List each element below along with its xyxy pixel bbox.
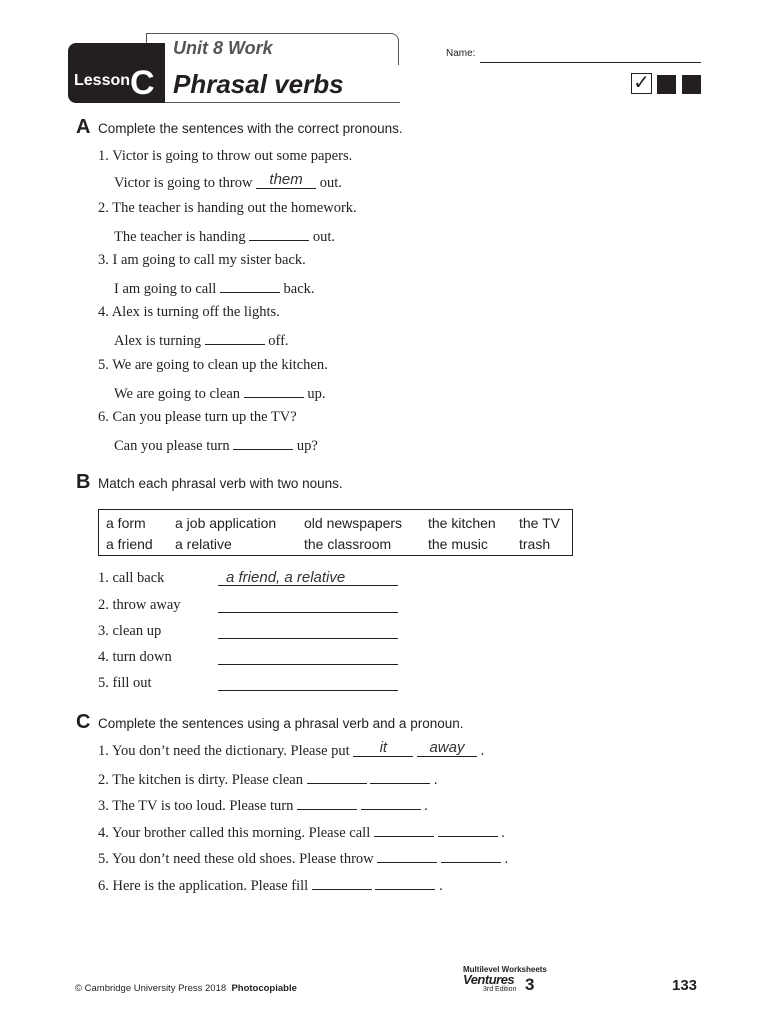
sentence-start: I am going to call: [114, 281, 217, 297]
series-top: Multilevel Worksheets: [463, 965, 547, 974]
pronoun-blank[interactable]: [370, 769, 430, 784]
period: .: [433, 772, 438, 788]
item-number: 1.: [98, 570, 109, 586]
pronoun-blank[interactable]: [417, 739, 477, 757]
item-number: 4.: [98, 304, 109, 320]
sentence-start: Can you please turn: [114, 438, 230, 454]
word-box-item: a relative: [175, 536, 232, 552]
sentence-start: Alex is turning: [114, 333, 201, 349]
word-box-item: old newspapers: [304, 515, 403, 531]
item-number: 4.: [98, 649, 109, 665]
noun-blank[interactable]: [218, 620, 398, 639]
section-b-letter: B: [76, 471, 91, 493]
level-check-icon: ✓: [631, 73, 652, 94]
sentence-line: [98, 148, 352, 165]
name-field-line[interactable]: [480, 62, 701, 63]
item-number: 6.: [98, 409, 109, 425]
match-item: [98, 597, 181, 614]
original-sentence: Can you please turn up the TV?: [112, 409, 297, 425]
phrasal-verb: call back: [112, 570, 165, 586]
pronoun-blank[interactable]: [438, 822, 498, 837]
pronoun-blank[interactable]: [233, 435, 293, 450]
sentence-end: out.: [312, 229, 336, 245]
noun-answer: a friend, a relative: [226, 569, 346, 586]
sentence-item: [98, 769, 437, 789]
sentence-text: You don’t need the dictionary. Please put: [111, 743, 350, 759]
match-item: [98, 623, 161, 640]
noun-blank[interactable]: [218, 567, 398, 586]
series-logo: Ventures: [463, 972, 515, 987]
pronoun-blank[interactable]: [256, 171, 316, 189]
answer-line: [114, 383, 325, 403]
item-number: 3.: [98, 623, 109, 639]
phrasal-verb: clean up: [112, 623, 162, 639]
word-box-item: a job application: [175, 515, 277, 531]
lesson-word: Lesson: [74, 72, 131, 89]
item-number: 5.: [98, 851, 109, 867]
original-sentence: The teacher is handing out the homework.: [112, 200, 357, 216]
level-box-icon: [657, 75, 676, 94]
section-c-instruction: Complete the sentences using a phrasal verb and a pronoun.: [98, 716, 464, 731]
word-box-item: the kitchen: [428, 515, 496, 531]
word-box-item: the TV: [519, 515, 560, 531]
item-number: 2.: [98, 597, 109, 613]
noun-blank[interactable]: [218, 594, 398, 613]
name-label: Name:: [446, 48, 476, 59]
item-number: 2.: [98, 772, 109, 788]
match-item: [98, 570, 164, 587]
pronoun-blank[interactable]: [249, 226, 309, 241]
series-edition: 3rd Edition: [483, 986, 517, 993]
section-b-instruction: Match each phrasal verb with two nouns.: [98, 476, 343, 491]
item-number: 1.: [98, 148, 109, 164]
sentence-line: [98, 409, 297, 426]
copyright: © Cambridge University Press 2018: [75, 983, 227, 994]
pronoun-blank-answer: away: [429, 739, 465, 756]
item-number: 3.: [98, 798, 109, 814]
item-number: 5.: [98, 357, 109, 373]
sentence-text: The kitchen is dirty. Please clean: [112, 772, 303, 788]
pronoun-blank[interactable]: [361, 795, 421, 810]
sentence-item: [98, 739, 485, 760]
period: .: [504, 851, 509, 867]
sentence-end: out.: [319, 175, 342, 191]
lesson-title: Phrasal verbs: [173, 69, 344, 99]
pronoun-blank[interactable]: [205, 330, 265, 345]
pronoun-blank[interactable]: [220, 278, 280, 293]
verb-blank[interactable]: [353, 739, 413, 757]
section-a-letter: A: [76, 116, 91, 138]
level-box-icon: [682, 75, 701, 94]
copyright-text: [75, 983, 297, 994]
sentence-line: [98, 357, 328, 374]
lesson-letter: C: [130, 64, 155, 102]
sentence-text: The TV is too loud. Please turn: [112, 798, 294, 814]
verb-blank-answer: it: [379, 739, 388, 756]
verb-blank[interactable]: [377, 848, 437, 863]
word-box-item: the music: [428, 536, 488, 552]
original-sentence: We are going to clean up the kitchen.: [112, 357, 328, 373]
verb-blank[interactable]: [307, 769, 367, 784]
pronoun-blank-answer: them: [269, 171, 303, 188]
series-level: 3: [525, 975, 535, 994]
answer-line: [114, 435, 318, 455]
answer-line: [114, 278, 315, 298]
verb-blank[interactable]: [312, 875, 372, 890]
page-number: 133: [672, 977, 698, 994]
original-sentence: Alex is turning off the lights.: [111, 304, 280, 320]
sentence-line: [98, 304, 280, 321]
item-number: 2.: [98, 200, 109, 216]
noun-blank[interactable]: [218, 672, 398, 691]
sentence-start: Victor is going to throw: [114, 175, 253, 191]
match-item: [98, 649, 172, 666]
verb-blank[interactable]: [297, 795, 357, 810]
word-box-item: a friend: [106, 536, 153, 552]
sentence-item: [98, 848, 508, 868]
item-number: 6.: [98, 878, 109, 894]
pronoun-blank[interactable]: [244, 383, 304, 398]
match-item: [98, 675, 152, 692]
item-number: 1.: [98, 743, 109, 759]
sentence-line: [98, 252, 306, 269]
phrasal-verb: fill out: [112, 675, 152, 691]
period: .: [501, 825, 505, 841]
original-sentence: Victor is going to throw out some papers.: [112, 148, 353, 164]
sentence-end: up?: [296, 438, 318, 454]
answer-line: [114, 226, 335, 246]
sentence-item: [98, 822, 505, 842]
sentence-item: [98, 795, 428, 815]
title-underline: [165, 102, 400, 103]
sentence-end: back.: [283, 281, 315, 297]
sentence-text: You don’t need these old shoes. Please throw: [111, 851, 374, 867]
phrasal-verb: turn down: [112, 649, 172, 665]
phrasal-verb: throw away: [112, 597, 181, 613]
pronoun-blank[interactable]: [441, 848, 501, 863]
period: .: [439, 878, 443, 894]
sentence-start: We are going to clean: [114, 386, 241, 402]
item-number: 5.: [98, 675, 109, 691]
sentence-line: [98, 200, 357, 217]
pronoun-blank[interactable]: [375, 875, 435, 890]
noun-blank[interactable]: [218, 646, 398, 665]
original-sentence: I am going to call my sister back.: [112, 252, 306, 268]
item-number: 4.: [98, 825, 109, 841]
sentence-text: Here is the application. Please fill: [112, 878, 309, 894]
photocopiable-label: Photocopiable: [231, 983, 297, 994]
item-number: 3.: [98, 252, 109, 268]
period: .: [480, 743, 485, 759]
section-c-letter: C: [76, 711, 91, 733]
word-box-item: trash: [519, 536, 551, 552]
answer-line: [114, 330, 289, 350]
verb-blank[interactable]: [374, 822, 434, 837]
sentence-text: Your brother called this morning. Please call: [111, 825, 371, 841]
word-box-item: a form: [106, 515, 146, 531]
sentence-item: [98, 875, 443, 895]
sentence-end: up.: [307, 386, 326, 402]
section-a-instruction: Complete the sentences with the correct pronouns.: [98, 121, 403, 136]
sentence-end: off.: [268, 333, 289, 349]
sentence-start: The teacher is handing: [114, 229, 246, 245]
answer-line: [114, 171, 342, 192]
unit-label: Unit 8 Work: [173, 38, 273, 58]
word-box-item: the classroom: [304, 536, 392, 552]
period: .: [424, 798, 428, 814]
